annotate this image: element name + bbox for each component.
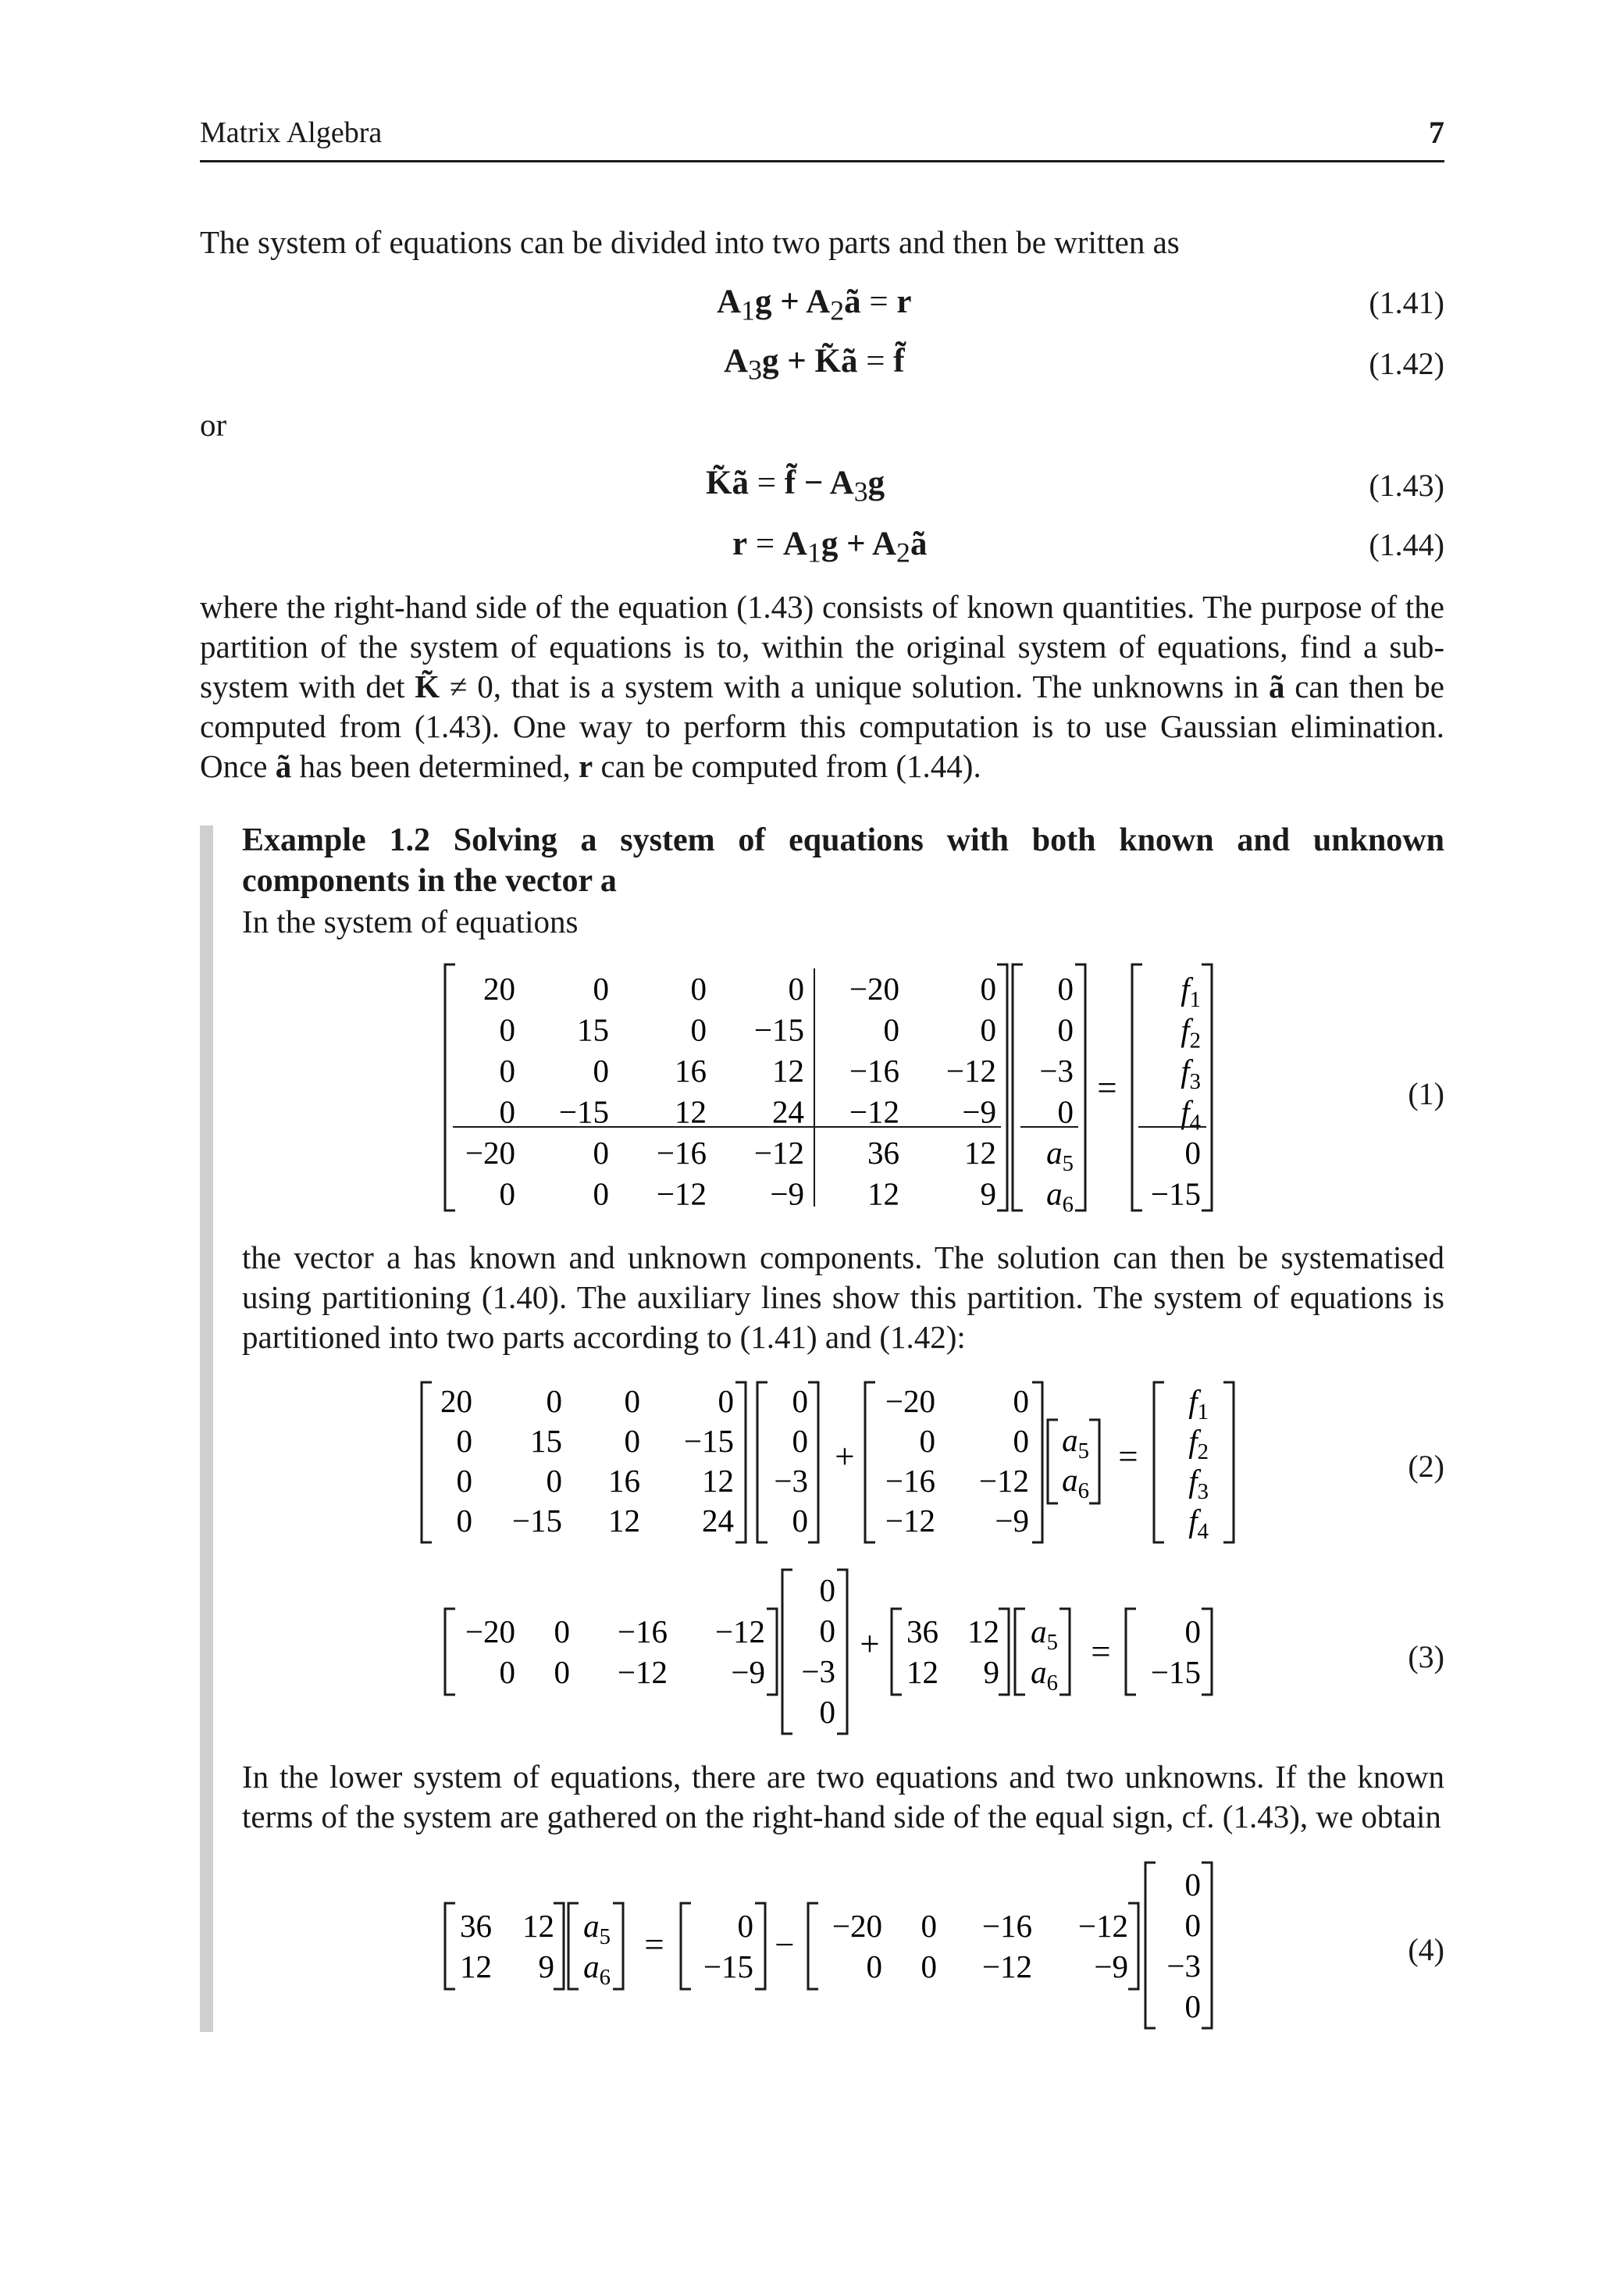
eq2-rhs-vector-cell: $f_2$ (1188, 1423, 1209, 1464)
eq1-matrix-cell: −16 (849, 1053, 899, 1089)
eq4-vector-g-cell: 0 (1184, 1907, 1201, 1943)
eq1-matrix-cell: 12 (772, 1053, 804, 1089)
eq1-vector-a-cell: 0 (1057, 1011, 1074, 1048)
eq1-vector-a-left-bracket (1013, 964, 1023, 1210)
eq2-matrix-a1-cell: 12 (702, 1463, 734, 1499)
eq1-matrix-cell: 12 (867, 1175, 899, 1212)
eq1-matrix-cell: −15 (753, 1011, 804, 1048)
eq1-matrix-cell: 0 (499, 1093, 515, 1130)
eq3-equals-sign: = (1091, 1632, 1111, 1671)
eq4-matrix-k-cell: 9 (538, 1948, 554, 1984)
eq2-vector-g-cell: 0 (792, 1423, 808, 1459)
eq2-matrix-a1-cell: −15 (683, 1423, 734, 1459)
eq4-matrix-k-right-bracket (554, 1903, 564, 1989)
example-heading: Example 1.2 Solving a system of equations with both known and unknown components in the vector a (242, 822, 1444, 899)
eq3-matrix-a3-cell: −16 (617, 1613, 668, 1649)
eq2-rhs-vector-left-bracket (1154, 1382, 1164, 1542)
eq4-matrix-a3-cell: 0 (921, 1908, 937, 1944)
eq1-matrix-cell: 24 (772, 1093, 804, 1130)
eq2-matrix-a1-cell: 0 (546, 1383, 562, 1419)
eq2-vector-a-cell: $a_5$ (1062, 1422, 1089, 1464)
eq2-vector-g-left-bracket (757, 1382, 767, 1542)
eq1-matrix-cell: 0 (499, 1175, 515, 1212)
equation-1-42: $A_3g$ + K̃ã = f̃ (724, 343, 905, 386)
equation-1-43: K̃ã = f̃ − $A_3g$ (706, 465, 885, 508)
eq1-matrix-cell: 0 (980, 1011, 996, 1048)
eq2-matrix-a1-cell: 24 (702, 1503, 734, 1538)
eq3-plus-sign: + (860, 1624, 880, 1663)
eq2-matrix-a2-cell: −12 (885, 1503, 935, 1538)
eq4-vector-f-cell: −15 (703, 1948, 753, 1984)
eq4-vector-a-right-bracket (613, 1903, 623, 1989)
eq2-matrix-a2-cell: −12 (978, 1463, 1029, 1499)
eq2-matrix-a2-right-bracket (1032, 1382, 1042, 1542)
eq3-vector-g-cell: 0 (819, 1572, 835, 1608)
eq3-matrix-a3-left-bracket (445, 1609, 455, 1695)
eq4-matrix-a3-cell: −9 (1094, 1948, 1128, 1984)
eq1-equals-sign: = (1097, 1068, 1117, 1107)
eq2-equals-sign: = (1118, 1437, 1138, 1476)
eq3-matrix-k-left-bracket (892, 1609, 902, 1695)
eq1-matrix-cell: 0 (788, 971, 804, 1007)
eq2-vector-a-left-bracket (1048, 1420, 1058, 1503)
eq1-rhs-vector-cell: −15 (1150, 1175, 1201, 1212)
eq2-matrix-a1-cell: 0 (456, 1503, 472, 1538)
eq4-vector-g-left-bracket (1145, 1863, 1156, 2028)
eq1-matrix-cell: −12 (753, 1135, 804, 1171)
eq3-vector-g-cell: 0 (819, 1613, 835, 1649)
eq3-matrix-k-cell: 9 (983, 1654, 999, 1690)
eq2-matrix-a1-right-bracket (735, 1382, 746, 1542)
eq4-matrix-a3-cell: 0 (866, 1948, 882, 1984)
eq3-matrix-a3-cell: −12 (617, 1654, 668, 1690)
eq1-rhs-vector-right-bracket (1202, 964, 1212, 1210)
eq1-matrix-cell: 0 (690, 1011, 707, 1048)
eq1-matrix-cell: −15 (558, 1093, 609, 1130)
example-intro: In the system of equations (242, 904, 579, 939)
eq1-matrix-cell: 20 (483, 971, 515, 1007)
eq4-vector-a-cell: $a_5$ (583, 1908, 611, 1949)
eq2-matrix-a2-cell: −9 (995, 1503, 1029, 1538)
eq2-matrix-a1-cell: −15 (511, 1503, 562, 1538)
eq1-matrix-cell: −16 (656, 1135, 707, 1171)
page-number: 7 (1429, 115, 1444, 150)
eq3-vector-a-cell: $a_5$ (1031, 1613, 1058, 1655)
eq4-matrix-a3-right-bracket (1128, 1903, 1138, 1989)
eq1-vector-a-cell: 0 (1057, 1093, 1074, 1130)
eq1-rhs-vector-cell: $f_3$ (1181, 1053, 1201, 1094)
eq3-vector-a-right-bracket (1059, 1609, 1070, 1695)
eq1-vector-a-cell: $a_6$ (1046, 1175, 1074, 1218)
eq4-matrix-k-left-bracket (445, 1903, 455, 1989)
eq1-rhs-vector-cell: 0 (1184, 1135, 1201, 1171)
eq3-vector-a-left-bracket (1015, 1609, 1025, 1695)
eq1-matrix-cell: 9 (980, 1175, 996, 1212)
eq4-matrix-k-cell: 12 (460, 1948, 492, 1984)
eq3-matrix-a3-cell: 0 (554, 1613, 570, 1649)
eq3-vector-g-cell: 0 (819, 1694, 835, 1730)
eq4-vector-a-cell: $a_6$ (583, 1948, 611, 1990)
eq1-matrix-cell: 12 (964, 1135, 996, 1171)
eq1-vector-a-right-bracket (1075, 964, 1085, 1210)
eq1-rhs-vector-cell: $f_1$ (1181, 971, 1201, 1012)
eq3-vector-g-left-bracket (782, 1570, 792, 1734)
eq4-vector-f-right-bracket (755, 1903, 765, 1989)
equation-number-4: (4) (1408, 1932, 1444, 1967)
equation-number-1-41: (1.41) (1369, 285, 1444, 320)
equation-number-3: (3) (1408, 1639, 1444, 1674)
example-text-partition: the vector a has known and unknown components. The solution can then be systematised using partitioning (1.40). The auxiliary lines show this partition. The system of equations is partitioned into two parts according to (1.41) and (1.42): (242, 1239, 1444, 1355)
eq3-matrix-a3-cell: −12 (714, 1613, 765, 1649)
eq2-vector-a-right-bracket (1089, 1420, 1099, 1503)
eq3-matrix-k-cell: 36 (906, 1613, 938, 1649)
eq4-matrix-a3-left-bracket (808, 1903, 818, 1989)
eq4-matrix-a3-cell: −16 (981, 1908, 1032, 1944)
eq1-matrix-cell: 0 (883, 1011, 899, 1048)
eq4-equals-sign: = (644, 1925, 664, 1964)
eq2-matrix-a1-cell: 16 (608, 1463, 640, 1499)
eq2-matrix-a1-left-bracket (422, 1382, 432, 1542)
eq4-matrix-a3-cell: −12 (981, 1948, 1032, 1984)
eq1-matrix-cell: 0 (980, 971, 996, 1007)
eq2-vector-g-cell: −3 (774, 1463, 808, 1499)
eq4-matrix-a3-cell: −20 (832, 1908, 882, 1944)
eq1-matrix-left-bracket (445, 964, 455, 1210)
eq1-vector-a-cell: 0 (1057, 971, 1074, 1007)
eq2-vector-g-right-bracket (808, 1382, 818, 1542)
eq2-matrix-a1-cell: 0 (718, 1383, 734, 1419)
eq3-rhs-vector-left-bracket (1126, 1609, 1136, 1695)
eq2-rhs-vector-cell: $f_1$ (1188, 1383, 1209, 1424)
eq2-matrix-a2-cell: 0 (1013, 1423, 1029, 1459)
eq1-matrix-right-bracket (997, 964, 1007, 1210)
eq2-matrix-a1-cell: 0 (456, 1423, 472, 1459)
eq1-matrix-cell: −12 (656, 1175, 707, 1212)
eq1-matrix-cell: −12 (849, 1093, 899, 1130)
eq4-matrix-k-cell: 36 (460, 1908, 492, 1944)
eq1-rhs-vector-cell: $f_2$ (1181, 1011, 1201, 1054)
eq4-vector-f-left-bracket (681, 1903, 691, 1989)
equation-number-1: (1) (1408, 1076, 1444, 1111)
eq3-matrix-k-cell: 12 (906, 1654, 938, 1690)
eq2-rhs-vector-right-bracket (1223, 1382, 1234, 1542)
eq3-vector-a-cell: $a_6$ (1031, 1654, 1058, 1695)
eq3-matrix-a3-cell: −20 (465, 1613, 515, 1649)
eq2-matrix-a1-cell: 0 (456, 1463, 472, 1499)
equation-number-1-43: (1.43) (1369, 468, 1444, 503)
eq2-plus-sign: + (835, 1437, 855, 1476)
equation-number-2: (2) (1408, 1449, 1444, 1484)
eq2-rhs-vector-cell: $f_3$ (1188, 1463, 1209, 1504)
eq2-vector-g-cell: 0 (792, 1383, 808, 1419)
eq1-matrix-cell: −20 (849, 971, 899, 1007)
eq4-vector-f-cell: 0 (737, 1908, 753, 1944)
eq1-matrix-cell: 0 (499, 1053, 515, 1089)
eq2-matrix-a1-cell: 0 (624, 1423, 640, 1459)
eq4-matrix-a3-cell: 0 (921, 1948, 937, 1984)
eq2-vector-a-cell: $a_6$ (1062, 1462, 1089, 1503)
eq2-matrix-a1-cell: 0 (546, 1463, 562, 1499)
eq1-matrix-cell: −9 (770, 1175, 804, 1212)
equation-number-1-42: (1.42) (1369, 346, 1444, 381)
eq4-vector-g-cell: 0 (1184, 1866, 1201, 1902)
intro-paragraph: The system of equations can be divided into two parts and then be written as (200, 224, 1180, 260)
eq3-rhs-vector-right-bracket (1202, 1609, 1212, 1695)
eq4-matrix-k-cell: 12 (522, 1908, 554, 1944)
eq1-matrix-cell: 0 (499, 1011, 515, 1048)
eq4-vector-g-cell: −3 (1166, 1948, 1201, 1984)
eq1-matrix-cell: 0 (593, 971, 609, 1007)
eq3-matrix-a3-cell: −9 (731, 1654, 765, 1690)
eq1-matrix-cell: −12 (946, 1053, 996, 1089)
eq2-matrix-a2-left-bracket (865, 1382, 875, 1542)
eq1-matrix-cell: −20 (465, 1135, 515, 1171)
running-title: Matrix Algebra (200, 116, 383, 149)
eq2-vector-g-cell: 0 (792, 1503, 808, 1538)
or-text: or (200, 407, 227, 443)
eq1-matrix-cell: 0 (593, 1053, 609, 1089)
eq1-matrix-cell: 12 (675, 1093, 707, 1130)
equation-1-41: $A_1g$ + $A_2ã = r$ (717, 283, 912, 326)
explanation-paragraph: where the right-hand side of the equation (1.43) consists of known quantities. The purpose of the partition of the system of equations is to, within the original system of equations, find a sub-system with det K̃ ≠ 0, that is a system with a unique solution. The unknowns in ã can then be computed from (1.43). One way to perform this computation is to use Gaussian elimination. Once ã has been determined, r can be computed from (1.44). (200, 589, 1444, 784)
eq1-matrix-cell: 0 (593, 1135, 609, 1171)
eq4-minus-sign: − (775, 1925, 795, 1964)
eq3-rhs-vector-cell: −15 (1150, 1654, 1201, 1690)
equation-1-44: $r = A_1g$ + $A_2ã$ (732, 526, 928, 569)
eq1-matrix-cell: 36 (867, 1135, 899, 1171)
eq1-rhs-vector-cell: $f_4$ (1181, 1093, 1201, 1136)
eq3-matrix-k-right-bracket (999, 1609, 1009, 1695)
eq1-matrix-cell: 0 (593, 1175, 609, 1212)
eq3-vector-g-right-bracket (837, 1570, 847, 1734)
eq2-matrix-a2-cell: 0 (919, 1423, 935, 1459)
eq4-vector-g-cell: 0 (1184, 1988, 1201, 2024)
example-text-lower-system: In the lower system of equations, there are two equations and two unknowns. If the known terms of the system are gathered on the right-hand side of the equal sign, cf. (1.43), we obtain (242, 1759, 1444, 1834)
eq2-matrix-a2-cell: 0 (1013, 1383, 1029, 1419)
eq1-vector-a-cell: −3 (1039, 1053, 1074, 1089)
eq4-vector-a-left-bracket (568, 1903, 579, 1989)
eq1-rhs-vector-left-bracket (1132, 964, 1142, 1210)
equation-number-1-44: (1.44) (1369, 527, 1444, 562)
eq1-matrix-cell: 15 (577, 1011, 609, 1048)
eq3-matrix-a3-cell: 0 (499, 1654, 515, 1690)
eq2-matrix-a2-cell: −16 (885, 1463, 935, 1499)
eq2-rhs-vector-cell: $f_4$ (1188, 1503, 1209, 1544)
eq4-matrix-a3-cell: −12 (1077, 1908, 1128, 1944)
eq2-matrix-a1-cell: 0 (624, 1383, 640, 1419)
eq1-vector-a-cell: $a_5$ (1046, 1135, 1074, 1176)
eq1-matrix-cell: −9 (962, 1093, 996, 1130)
eq3-matrix-a3-right-bracket (767, 1609, 777, 1695)
eq4-vector-g-right-bracket (1202, 1863, 1212, 2028)
eq2-matrix-a1-cell: 12 (608, 1503, 640, 1538)
eq1-matrix-cell: 16 (675, 1053, 707, 1089)
eq2-matrix-a2-cell: −20 (885, 1383, 935, 1419)
eq2-matrix-a1-cell: 15 (530, 1423, 562, 1459)
eq1-matrix-cell: 0 (690, 971, 707, 1007)
eq2-matrix-a1-cell: 20 (440, 1383, 472, 1419)
eq3-matrix-k-cell: 12 (967, 1613, 999, 1649)
eq3-matrix-a3-cell: 0 (554, 1654, 570, 1690)
eq3-vector-g-cell: −3 (801, 1653, 835, 1689)
eq3-rhs-vector-cell: 0 (1184, 1613, 1201, 1649)
